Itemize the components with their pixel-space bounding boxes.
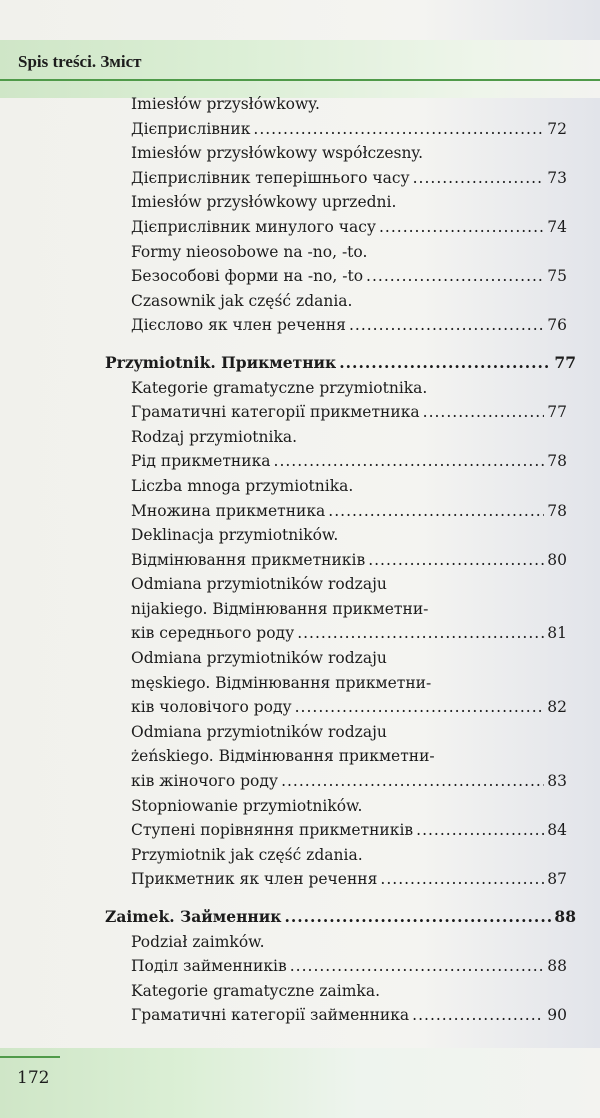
leader-dots	[284, 905, 551, 930]
leader-dots	[366, 264, 544, 289]
leader-dots	[295, 695, 545, 720]
leader-dots	[412, 1003, 544, 1028]
leader-dots	[379, 215, 544, 240]
toc-page: 83	[547, 772, 567, 791]
toc-entry-line	[0, 400, 600, 425]
toc-page: 77	[547, 403, 567, 422]
toc-entry-line	[0, 523, 600, 548]
toc-row	[105, 905, 576, 930]
toc-row	[131, 166, 567, 191]
toc-row	[131, 621, 567, 646]
toc-text: Odmiana przymiotników rodzaju	[131, 575, 387, 594]
toc-text: Imiesłów przysłówkowy.	[131, 95, 320, 113]
toc-entry-line	[0, 548, 600, 573]
toc-text: Przymiotnik jak część zdania.	[131, 845, 363, 864]
leader-dots	[368, 548, 544, 573]
toc-page: 88	[547, 957, 567, 976]
toc-row	[131, 400, 567, 425]
leader-dots	[253, 117, 544, 142]
toc-text: Відмінювання прикметників	[131, 550, 366, 569]
toc-row	[131, 449, 567, 474]
toc-entry-line	[0, 289, 600, 314]
toc-entry-line	[0, 166, 600, 191]
toc-entry-line	[0, 572, 600, 597]
toc-text: żeńskiego. Відмінювання прикметни-	[131, 747, 435, 766]
toc-entry-line	[0, 449, 600, 474]
toc-page: 77	[554, 352, 576, 372]
toc-entry-line	[0, 646, 600, 671]
toc-text: Formy nieosobowe na -no, -to.	[131, 242, 368, 261]
toc-text: Дієприслівник	[131, 119, 251, 138]
toc-text: Rodzaj przymiotnika.	[131, 427, 298, 446]
toc-text: Граматичні категорії прикметника	[131, 403, 420, 422]
toc-entry-line	[0, 141, 600, 166]
toc-row	[131, 1003, 567, 1028]
toc-row	[131, 117, 567, 142]
leader-dots	[290, 954, 545, 979]
toc-text: ків жіночого роду	[131, 772, 279, 791]
toc-entry-line	[0, 621, 600, 646]
toc-row	[131, 695, 567, 720]
toc-entry-line	[0, 499, 600, 524]
toc-text: Безособові форми на -no, -to	[131, 267, 364, 286]
toc-row	[131, 548, 567, 573]
toc-page: 81	[547, 624, 567, 643]
toc-row	[105, 351, 576, 376]
toc-row	[131, 313, 567, 338]
toc-text: Прикметник як член речення	[131, 870, 378, 889]
toc-entry-line	[0, 92, 600, 117]
toc-page: 82	[547, 698, 567, 717]
toc-row	[131, 769, 567, 794]
leader-dots	[416, 818, 544, 843]
toc-text: Stopniowanie przymiotników.	[131, 796, 363, 815]
toc-entry-line	[0, 425, 600, 450]
toc-page: 73	[547, 168, 567, 187]
toc-row	[131, 499, 567, 524]
toc-text: Kategorie gramatyczne przymiotnika.	[131, 378, 428, 397]
section-heading	[0, 905, 600, 930]
page-number: 172	[17, 1068, 50, 1088]
toc-page: 75	[547, 267, 567, 286]
toc-entry-line	[0, 843, 600, 868]
section-heading	[0, 351, 600, 376]
toc-page: 80	[547, 550, 567, 569]
toc-entry-line	[0, 264, 600, 289]
toc-text: Przymiotnik. Прикметник	[105, 352, 337, 372]
toc-row	[131, 818, 567, 843]
toc-entry-line	[0, 190, 600, 215]
toc-page: 88	[554, 907, 576, 926]
leader-dots	[413, 166, 545, 191]
leader-dots	[339, 351, 551, 376]
toc-entry-line	[0, 818, 600, 843]
toc-text: Zaimek. Займенник	[105, 907, 282, 926]
toc-text: Дієприслівник минулого часу	[131, 217, 376, 236]
toc-text: Поділ займенників	[131, 957, 287, 976]
table-of-contents	[0, 92, 600, 1028]
leader-dots	[281, 769, 544, 794]
toc-page: 87	[547, 870, 567, 889]
toc-entry-line	[0, 1003, 600, 1028]
toc-text: nijakiego. Відмінювання прикметни-	[131, 599, 429, 618]
toc-text: Kategorie gramatyczne zaimka.	[131, 981, 380, 1000]
toc-entry-line	[0, 671, 600, 696]
leader-dots	[380, 867, 544, 892]
toc-page: 74	[547, 217, 567, 236]
toc-entry-line	[0, 720, 600, 745]
toc-text: Podział zaimków.	[131, 932, 265, 951]
toc-entry-line	[0, 744, 600, 769]
footer-rule	[0, 1056, 60, 1058]
toc-text: Imiesłów przysłówkowy współczesny.	[131, 144, 424, 163]
toc-text: Рід прикметника	[131, 452, 271, 471]
toc-entry-line	[0, 695, 600, 720]
toc-text: Граматичні категорії займенника	[131, 1006, 410, 1025]
toc-text: ків середнього роду	[131, 624, 295, 643]
toc-entry-line	[0, 215, 600, 240]
toc-row	[131, 954, 567, 979]
toc-text: Ступені порівняння прикметників	[131, 821, 414, 840]
toc-text: Odmiana przymiotników rodzaju	[131, 722, 387, 741]
toc-text: Дієслово як член речення	[131, 316, 346, 335]
toc-text: Deklinacja przymiotników.	[131, 526, 339, 545]
toc-entry-line	[0, 240, 600, 265]
toc-entry-line	[0, 376, 600, 401]
toc-entry-line	[0, 769, 600, 794]
toc-entry-line	[0, 867, 600, 892]
leader-dots	[423, 400, 545, 425]
leader-dots	[349, 313, 544, 338]
toc-entry-line	[0, 794, 600, 819]
toc-text: Множина прикметника	[131, 501, 326, 520]
toc-entry-line	[0, 313, 600, 338]
toc-row	[131, 215, 567, 240]
leader-dots	[328, 499, 544, 524]
toc-page: 72	[547, 119, 567, 138]
toc-page: 76	[547, 316, 567, 335]
toc-page: 78	[547, 501, 567, 520]
toc-page: 84	[547, 821, 567, 840]
toc-entry-line	[0, 930, 600, 955]
toc-entry-line	[0, 597, 600, 622]
toc-text: Дієприслівник теперішнього часу	[131, 168, 410, 187]
toc-text: Liczba mnoga przymiotnika.	[131, 476, 354, 495]
footer-band	[0, 1048, 600, 1118]
toc-text: Odmiana przymiotników rodzaju	[131, 649, 387, 668]
toc-text: ків чоловічого роду	[131, 698, 292, 717]
header-rule	[0, 79, 600, 81]
toc-row	[131, 867, 567, 892]
toc-page: 90	[547, 1006, 567, 1025]
toc-entry-line	[0, 117, 600, 142]
toc-text: męskiego. Відмінювання прикметни-	[131, 673, 432, 692]
toc-text: Czasownik jak część zdania.	[131, 291, 353, 310]
toc-entry-line	[0, 954, 600, 979]
toc-page: 78	[547, 452, 567, 471]
running-head: Spis treści. Зміст	[18, 52, 142, 71]
leader-dots	[297, 621, 544, 646]
toc-entry-line	[0, 979, 600, 1004]
toc-entry-line	[0, 474, 600, 499]
leader-dots	[274, 449, 545, 474]
toc-row	[131, 264, 567, 289]
toc-text: Imiesłów przysłówkowy uprzedni.	[131, 193, 397, 212]
